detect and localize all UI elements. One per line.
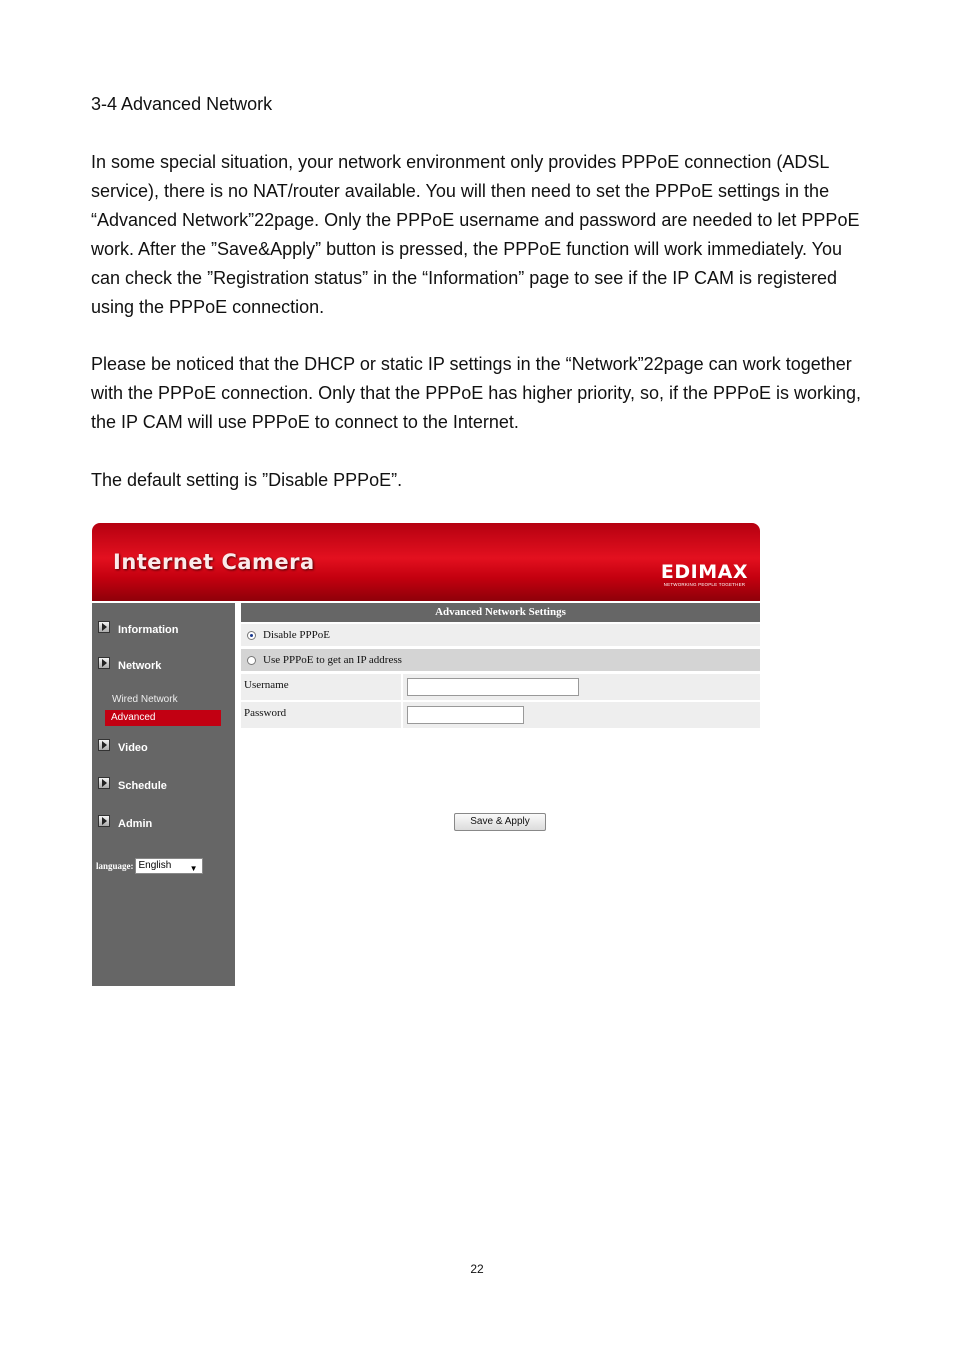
panel-title: Advanced Network Settings [241,603,760,622]
disable-pppoe-radio[interactable] [247,631,256,640]
password-row [241,702,760,728]
option-disable-pppoe[interactable] [241,624,760,646]
note-paragraph: Please be noticed that the DHCP or static IP settings in the “Network”22page can work together with the PPPoE connection. Only that the PPPoE has higher priority, so, if the PPPoE is working, the IP CAM will use PPPoE to connect to the Internet. [91,354,862,432]
section-heading: 3-4 Advanced Network [91,94,273,114]
username-input[interactable] [407,678,579,696]
sidebar-item-label: Schedule [118,780,167,792]
sidebar [92,603,235,986]
sidebar-item-information[interactable] [98,624,179,636]
sidebar-item-admin[interactable] [98,818,152,830]
language-label: language: [96,861,134,871]
advanced-network-panel [241,603,760,827]
use-pppoe-label: Use PPPoE to get an IP address [263,654,402,666]
page-number: 22 [470,1262,484,1276]
language-row [96,858,203,874]
sidebar-subitem-advanced[interactable]: Advanced [105,710,221,726]
arrow-icon [98,621,110,633]
banner [92,523,760,601]
sidebar-item-label: Network [118,660,162,672]
camera-ui-screenshot [92,523,760,986]
sidebar-item-label: Video [118,742,148,754]
save-apply-button[interactable]: Save & Apply [454,813,546,831]
sidebar-subitem-wired-network[interactable]: Wired Network [112,694,178,705]
brand-tagline: NETWORKING PEOPLE TOGETHER [663,582,746,587]
username-cell [403,674,760,700]
chevron-down-icon: ▼ [189,864,198,873]
password-cell [403,702,760,728]
disable-pppoe-label: Disable PPPoE [263,629,330,641]
sidebar-item-label: Information [118,624,179,636]
brand-logo [661,563,748,588]
arrow-icon [98,739,110,751]
option-use-pppoe[interactable] [241,649,760,671]
language-select[interactable] [135,858,203,874]
sidebar-item-network[interactable] [98,660,161,672]
sidebar-item-video[interactable] [98,742,148,754]
password-input[interactable] [407,706,524,724]
banner-title: Internet Camera [113,550,315,574]
arrow-icon [98,657,110,669]
password-label: Password [241,702,401,728]
arrow-icon [98,777,110,789]
language-value: English [138,860,172,871]
use-pppoe-radio[interactable] [247,656,256,665]
username-label: Username [241,674,401,700]
default-setting-paragraph: The default setting is ”Disable PPPoE”. [91,470,403,490]
brand-name: EDIMAX [660,561,748,583]
username-row [241,674,760,700]
sidebar-item-label: Admin [118,818,153,830]
sidebar-item-schedule[interactable] [98,780,167,792]
intro-paragraph: In some special situation, your network environment only provides PPPoE connection (ADSL service), there is no NAT/router available. You will then need to set the PPPoE settings in the “Advanced Network”22page. Only the PPPoE username and password are needed to let PPPoE work. After the ”Save&Apply” button is pressed, the PPPoE function will work immediately. You can check the ”Registration status” in the “Information” page to see if the IP CAM is registered using the PPPoE connection. [91,152,860,317]
arrow-icon [98,815,110,827]
